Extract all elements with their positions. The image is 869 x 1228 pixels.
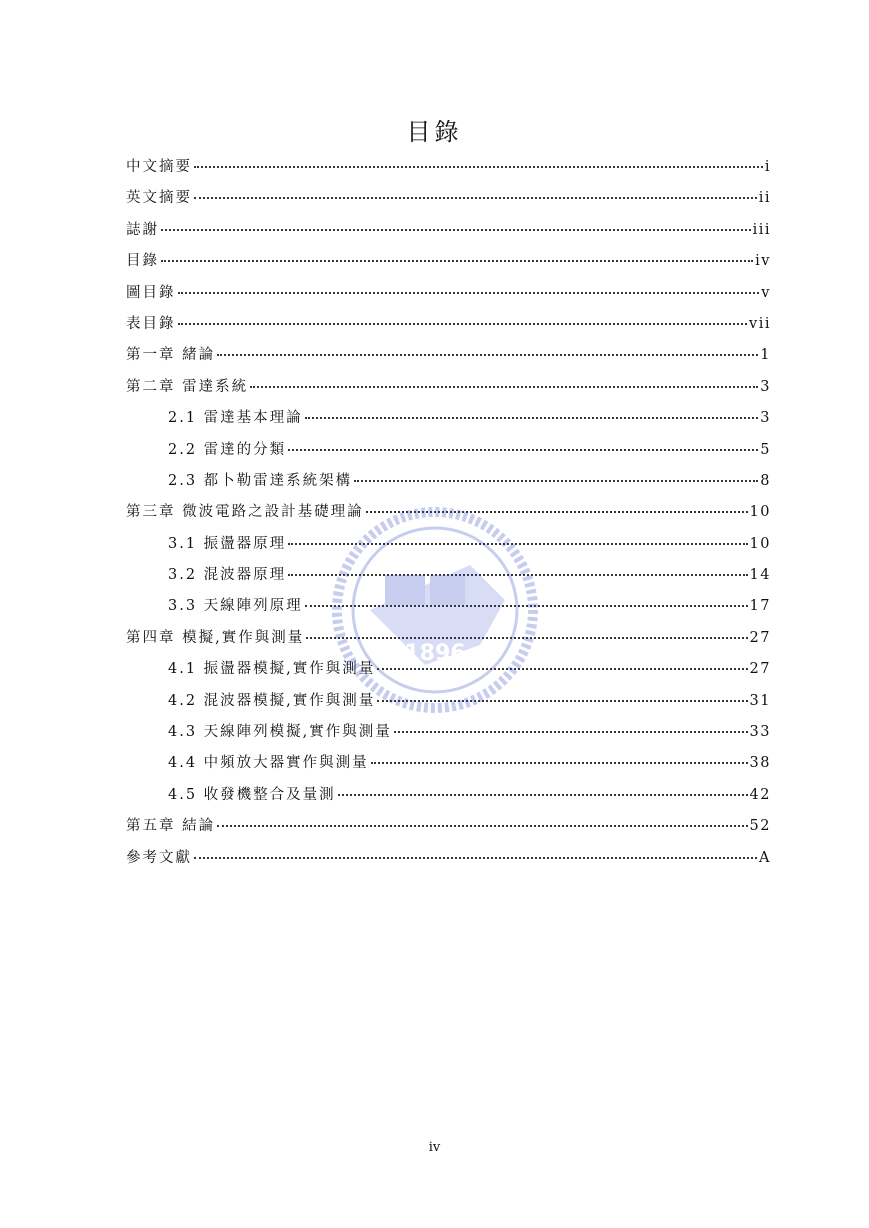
toc-entry-page-number: 10 (749, 504, 771, 521)
page-number: iv (428, 1140, 441, 1155)
toc-entry[interactable] (126, 626, 771, 657)
toc-entry-page-number: 8 (760, 472, 771, 489)
toc-entry-label: 第一章 緒論 (126, 347, 216, 364)
toc-entry[interactable] (126, 563, 771, 594)
toc-entry-page-number: ii (758, 190, 771, 207)
toc-entry[interactable] (126, 751, 771, 782)
toc-entry-label: 參考文獻 (126, 849, 192, 866)
toc-entry-label: 表目錄 (126, 315, 176, 332)
toc-entry-page-number: 17 (749, 598, 771, 615)
toc-entry-label: 2.2 雷達的分類 (168, 441, 287, 458)
toc-entry-label: 第三章 微波電路之設計基礎理論 (126, 504, 364, 521)
toc-entry-label: 4.3 天線陣列模擬,實作與測量 (168, 724, 392, 741)
toc-entry-page-number: i (764, 159, 771, 175)
toc-entry[interactable] (126, 218, 771, 249)
dot-leader (305, 604, 748, 607)
dot-leader (394, 730, 748, 733)
toc-entry-label: 第五章 結論 (126, 818, 216, 835)
toc-entry-label: 誌謝 (126, 221, 159, 238)
toc-entry[interactable] (126, 155, 771, 186)
toc-entry[interactable] (126, 814, 771, 845)
toc-entry[interactable] (126, 783, 771, 814)
dot-leader (288, 573, 747, 576)
table-of-contents (126, 155, 771, 877)
toc-entry-page-number: A (759, 849, 771, 866)
dot-leader (178, 322, 748, 325)
toc-entry[interactable] (126, 186, 771, 217)
dot-leader (194, 165, 763, 168)
dot-leader (217, 824, 747, 827)
toc-entry[interactable] (126, 594, 771, 625)
dot-leader (194, 196, 757, 199)
toc-entry-page-number: 52 (749, 818, 771, 835)
dot-leader (366, 510, 748, 513)
toc-entry-page-number: 3 (760, 410, 771, 427)
toc-entry-page-number: 42 (749, 786, 771, 803)
toc-entry-page-number: 27 (749, 661, 771, 678)
dot-leader (354, 479, 758, 482)
toc-entry-label: 4.5 收發機整合及量測 (168, 786, 336, 803)
toc-entry-page-number: v (761, 284, 771, 301)
toc-entry-page-number: 27 (749, 629, 771, 646)
toc-entry-label: 第四章 模擬,實作與測量 (126, 629, 305, 646)
dot-leader (338, 793, 748, 796)
dot-leader (288, 542, 747, 545)
dot-leader (250, 385, 758, 388)
toc-entry-label: 4.4 中頻放大器實作與測量 (168, 755, 369, 772)
toc-entry-label: 目錄 (126, 253, 159, 270)
toc-entry[interactable] (126, 375, 771, 406)
seal-year-text: 1896 (404, 641, 466, 666)
toc-entry-label: 2.1 雷達基本理論 (168, 410, 303, 427)
dot-leader (306, 636, 747, 639)
toc-entry[interactable] (126, 406, 771, 437)
dot-leader (377, 699, 747, 702)
dot-leader (371, 761, 748, 764)
toc-entry-page-number: 31 (749, 692, 771, 709)
toc-entry-label: 中文摘要 (126, 159, 192, 175)
toc-entry[interactable] (126, 532, 771, 563)
toc-entry-label: 3.1 振盪器原理 (168, 535, 287, 552)
toc-entry-page-number: 33 (749, 724, 771, 741)
toc-entry-page-number: iii (752, 221, 771, 238)
toc-entry[interactable] (126, 846, 771, 877)
toc-entry-label: 第二章 雷達系統 (126, 378, 249, 395)
toc-entry-page-number: 3 (760, 378, 771, 395)
dot-leader (288, 448, 758, 451)
dot-leader (377, 667, 747, 670)
toc-entry[interactable] (126, 249, 771, 280)
dot-leader (194, 856, 757, 859)
toc-entry[interactable] (126, 720, 771, 751)
toc-entry-page-number: 5 (760, 441, 771, 458)
toc-entry[interactable] (126, 657, 771, 688)
toc-entry-page-number: 1 (760, 347, 771, 364)
toc-entry[interactable] (126, 281, 771, 312)
toc-entry-page-number: 14 (749, 567, 771, 584)
dot-leader (178, 291, 760, 294)
toc-entry-label: 4.1 振盪器模擬,實作與測量 (168, 661, 376, 678)
toc-entry[interactable] (126, 438, 771, 469)
toc-entry[interactable] (126, 343, 771, 374)
toc-entry-page-number: iv (755, 253, 771, 270)
toc-entry[interactable] (126, 469, 771, 500)
page-title: 目錄 (406, 118, 463, 146)
toc-entry-label: 4.2 混波器模擬,實作與測量 (168, 692, 376, 709)
toc-entry-page-number: 38 (749, 755, 771, 772)
dot-leader (217, 353, 758, 356)
toc-entry-label: 圖目錄 (126, 284, 176, 301)
toc-entry[interactable] (126, 689, 771, 720)
dot-leader (161, 228, 751, 231)
toc-entry-label: 2.3 都卜勒雷達系統架構 (168, 472, 353, 489)
dot-leader (161, 259, 753, 262)
toc-entry[interactable] (126, 500, 771, 531)
toc-entry[interactable] (126, 312, 771, 343)
toc-entry-page-number: 10 (749, 535, 771, 552)
toc-entry-label: 英文摘要 (126, 190, 192, 207)
toc-entry-page-number: vii (749, 315, 771, 332)
toc-entry-label: 3.3 天線陣列原理 (168, 598, 303, 615)
dot-leader (305, 416, 759, 419)
toc-entry-label: 3.2 混波器原理 (168, 567, 287, 584)
